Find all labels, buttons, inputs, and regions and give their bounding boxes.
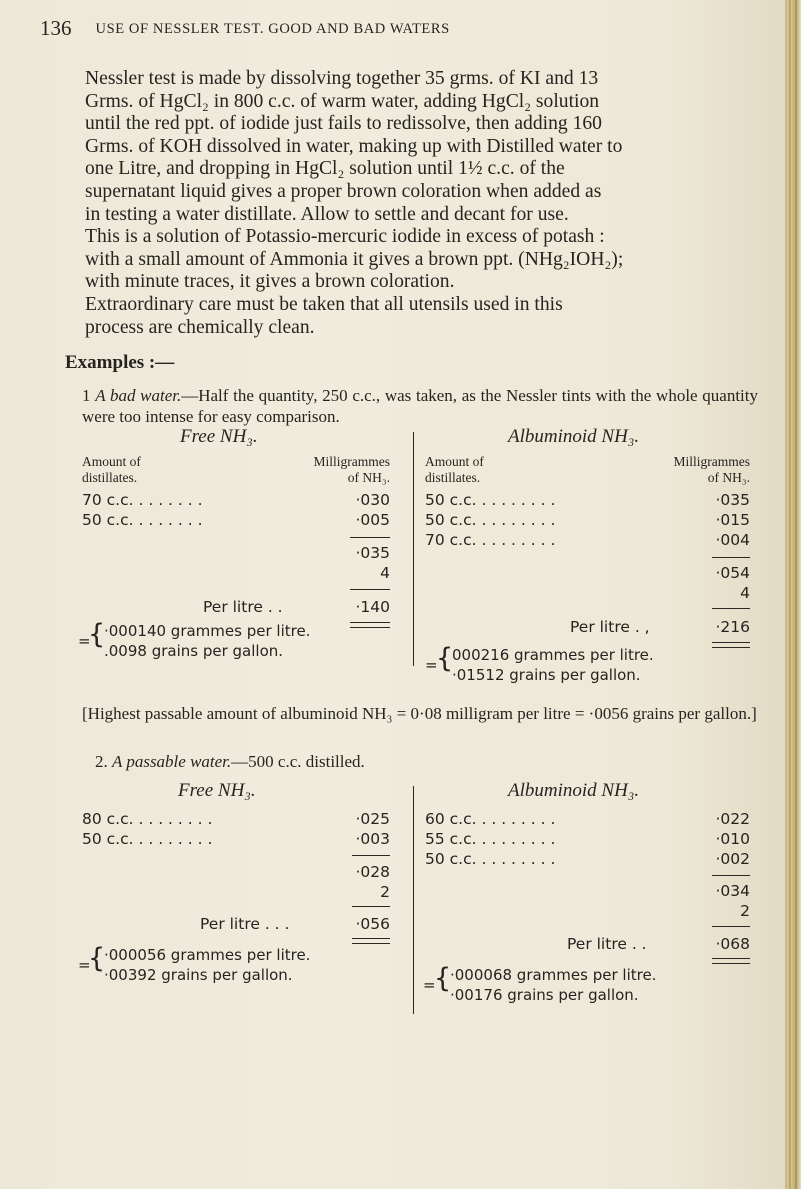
- amount: 50 c.c.: [425, 850, 477, 868]
- example2-text: —500 c.c. distilled.: [231, 752, 365, 771]
- ex1-free-factor: 4: [380, 564, 390, 582]
- per-litre-label: Per litre: [567, 935, 627, 953]
- body-line: one Litre, and dropping in HgCl₂ solution until 1½ c.c. of the: [85, 158, 565, 180]
- per-litre-label: Per litre: [200, 915, 260, 933]
- ex2-free-row: 50 c.c. . . . . . . . .: [82, 830, 213, 848]
- ex1-free-value: ·005: [355, 511, 390, 529]
- ex2-free-value: ·003: [355, 830, 390, 848]
- page-edge: [785, 0, 801, 1189]
- ex2-alb-heading: Albuminoid NH₃.: [508, 780, 640, 801]
- body-paragraph: [85, 68, 753, 339]
- amount: 50 c.c.: [82, 511, 134, 529]
- rule: [350, 589, 390, 590]
- ex2-free-value: ·025: [355, 810, 390, 828]
- ex2-alb-equals: =: [423, 976, 436, 994]
- column-divider: [413, 786, 414, 1014]
- ex1-free-equals: =: [78, 632, 91, 650]
- col-label: Milligrammes: [673, 454, 750, 469]
- ex1-alb-result-1: 000216 grammes per litre.: [452, 646, 654, 664]
- rule: [712, 875, 750, 876]
- ex1-alb-per-litre-label: Per litre . ,: [570, 618, 650, 636]
- example2-intro: [95, 752, 365, 772]
- ex1-free-sum: ·035: [355, 544, 390, 562]
- ex2-free-sum: ·028: [355, 863, 390, 881]
- ex1-alb-row: 50 c.c. . . . . . . . .: [425, 511, 556, 529]
- ex1-alb-row: 70 c.c. . . . . . . . .: [425, 531, 556, 549]
- ex1-alb-value: ·015: [715, 511, 750, 529]
- rule: [712, 557, 750, 558]
- body-line: supernatant liquid gives a proper brown coloration when added as: [85, 180, 602, 202]
- body-line: process are chemically clean.: [85, 316, 315, 338]
- ex1-alb-value: ·004: [715, 531, 750, 549]
- page-number: 136: [40, 16, 72, 40]
- ex2-free-result-2: ·00392 grains per gallon.: [104, 966, 293, 984]
- body-line: with minute traces, it gives a brown coloration.: [85, 271, 455, 293]
- rule: [712, 926, 750, 927]
- col-label: Amount of: [425, 454, 484, 469]
- per-litre-label: Per litre: [203, 598, 263, 616]
- passable-note: [Highest passable amount of albuminoid NH₃ = 0·08 milligram per litre = ·0056 grains per gallon.]: [82, 704, 757, 723]
- brace: {: [436, 643, 454, 674]
- ex2-alb-result-1: ·000068 grammes per litre.: [450, 966, 657, 984]
- ex2-alb-value: ·002: [715, 850, 750, 868]
- body-line: Grms. of HgCl₂ in 800 c.c. of warm water, adding HgCl₂ solution: [85, 90, 600, 112]
- ex2-alb-value: ·022: [715, 810, 750, 828]
- ex2-free-row: 80 c.c. . . . . . . . .: [82, 810, 213, 828]
- col-label: of NH₃.: [707, 470, 750, 485]
- example1-text: —Half the quantity, 250 c.c., was taken, as the Nessler tints with the whole quantity were too intense for easy comparison.: [82, 386, 758, 426]
- ex1-free-row: 50 c.c. . . . . . . .: [82, 511, 203, 529]
- ex1-alb-heading: Albuminoid NH₃.: [508, 426, 640, 447]
- brace: {: [88, 619, 106, 650]
- ex1-alb-col-left: [425, 454, 484, 486]
- example1-intro: [82, 385, 758, 427]
- ex1-free-per-litre-label: Per litre . .: [203, 598, 283, 616]
- ex1-free-per-litre: ·140: [355, 598, 390, 616]
- rule: [352, 855, 390, 856]
- per-litre-label: Per litre: [570, 618, 630, 636]
- ex1-alb-sum: ·054: [715, 564, 750, 582]
- amount: 70 c.c.: [82, 491, 134, 509]
- amount: 50 c.c.: [425, 491, 477, 509]
- ex2-alb-row: 50 c.c. . . . . . . . .: [425, 850, 556, 868]
- col-label: Amount of: [82, 454, 141, 469]
- example2-number: 2.: [95, 752, 108, 771]
- rule: [712, 608, 750, 609]
- ex1-free-result-1: ·000140 grammes per litre.: [104, 622, 311, 640]
- ex1-free-col-right: [270, 454, 390, 486]
- col-label: of NH₃.: [347, 470, 390, 485]
- body-line: Nessler test is made by dissolving together 35 grms. of KI and 13: [85, 68, 599, 89]
- examples-heading: Examples :—: [65, 352, 175, 373]
- ex1-free-row: 70 c.c. . . . . . . .: [82, 491, 203, 509]
- double-rule: [350, 622, 390, 628]
- double-rule: [352, 938, 390, 944]
- brace: {: [88, 943, 106, 974]
- edge-line: [795, 0, 797, 1189]
- ex2-free-result-1: ·000056 grammes per litre.: [104, 946, 311, 964]
- body-line: This is a solution of Potassio-mercuric iodide in excess of potash :: [85, 226, 605, 248]
- col-label: distillates.: [425, 470, 481, 485]
- running-title: USE OF NESSLER TEST. GOOD AND BAD WATERS: [95, 21, 450, 37]
- body-line: until the red ppt. of iodide just fails to redissolve, then adding 160: [85, 113, 602, 135]
- example1-title: A bad water.: [95, 386, 182, 405]
- ex2-free-equals: =: [78, 956, 91, 974]
- col-label: distillates.: [82, 470, 138, 485]
- ex1-alb-row: 50 c.c. . . . . . . . .: [425, 491, 556, 509]
- body-line: in testing a water distillate. Allow to settle and decant for use.: [85, 203, 569, 225]
- ex2-alb-result-2: ·00176 grains per gallon.: [450, 986, 639, 1004]
- rule: [350, 537, 390, 538]
- rule: [352, 906, 390, 907]
- example1-number: 1: [82, 386, 91, 405]
- col-label: Milligrammes: [313, 454, 390, 469]
- body-line: with a small amount of Ammonia it gives a brown ppt. (NHg₂IOH₂);: [85, 248, 624, 270]
- brace: {: [434, 963, 452, 994]
- amount: 70 c.c.: [425, 531, 477, 549]
- ex2-alb-row: 55 c.c. . . . . . . . .: [425, 830, 556, 848]
- ex2-alb-factor: 2: [740, 902, 750, 920]
- running-header: [40, 14, 450, 39]
- amount: 60 c.c.: [425, 810, 477, 828]
- ex2-free-per-litre: ·056: [355, 915, 390, 933]
- ex2-alb-per-litre-label: Per litre . .: [567, 935, 647, 953]
- ex2-free-factor: 2: [380, 883, 390, 901]
- ex1-free-value: ·030: [355, 491, 390, 509]
- ex1-free-col-left: [82, 454, 141, 486]
- ex1-alb-per-litre: ·216: [715, 618, 750, 636]
- ex2-free-heading: Free NH₃.: [178, 780, 256, 801]
- ex1-free-heading: Free NH₃.: [180, 426, 258, 447]
- double-rule: [712, 958, 750, 964]
- ex1-alb-col-right: [625, 454, 750, 486]
- amount: 50 c.c.: [82, 830, 134, 848]
- amount: 50 c.c.: [425, 511, 477, 529]
- ex1-alb-result-2: ·01512 grains per gallon.: [452, 666, 641, 684]
- ex2-alb-row: 60 c.c. . . . . . . . .: [425, 810, 556, 828]
- ex1-alb-value: ·035: [715, 491, 750, 509]
- ex1-free-result-2: .0098 grains per gallon.: [104, 642, 284, 660]
- ex2-alb-value: ·010: [715, 830, 750, 848]
- edge-line: [789, 0, 791, 1189]
- amount: 80 c.c.: [82, 810, 134, 828]
- body-line: Grms. of KOH dissolved in water, making up with Distilled water to: [85, 135, 623, 157]
- double-rule: [712, 642, 750, 648]
- amount: 55 c.c.: [425, 830, 477, 848]
- body-line: Extraordinary care must be taken that all utensils used in this: [85, 293, 563, 315]
- ex2-alb-per-litre: ·068: [715, 935, 750, 953]
- ex2-free-per-litre-label: Per litre . . .: [200, 915, 290, 933]
- example2-title: A passable water.: [112, 752, 232, 771]
- ex1-alb-equals: =: [425, 656, 438, 674]
- column-divider: [413, 432, 414, 666]
- ex1-alb-factor: 4: [740, 584, 750, 602]
- ex2-alb-sum: ·034: [715, 882, 750, 900]
